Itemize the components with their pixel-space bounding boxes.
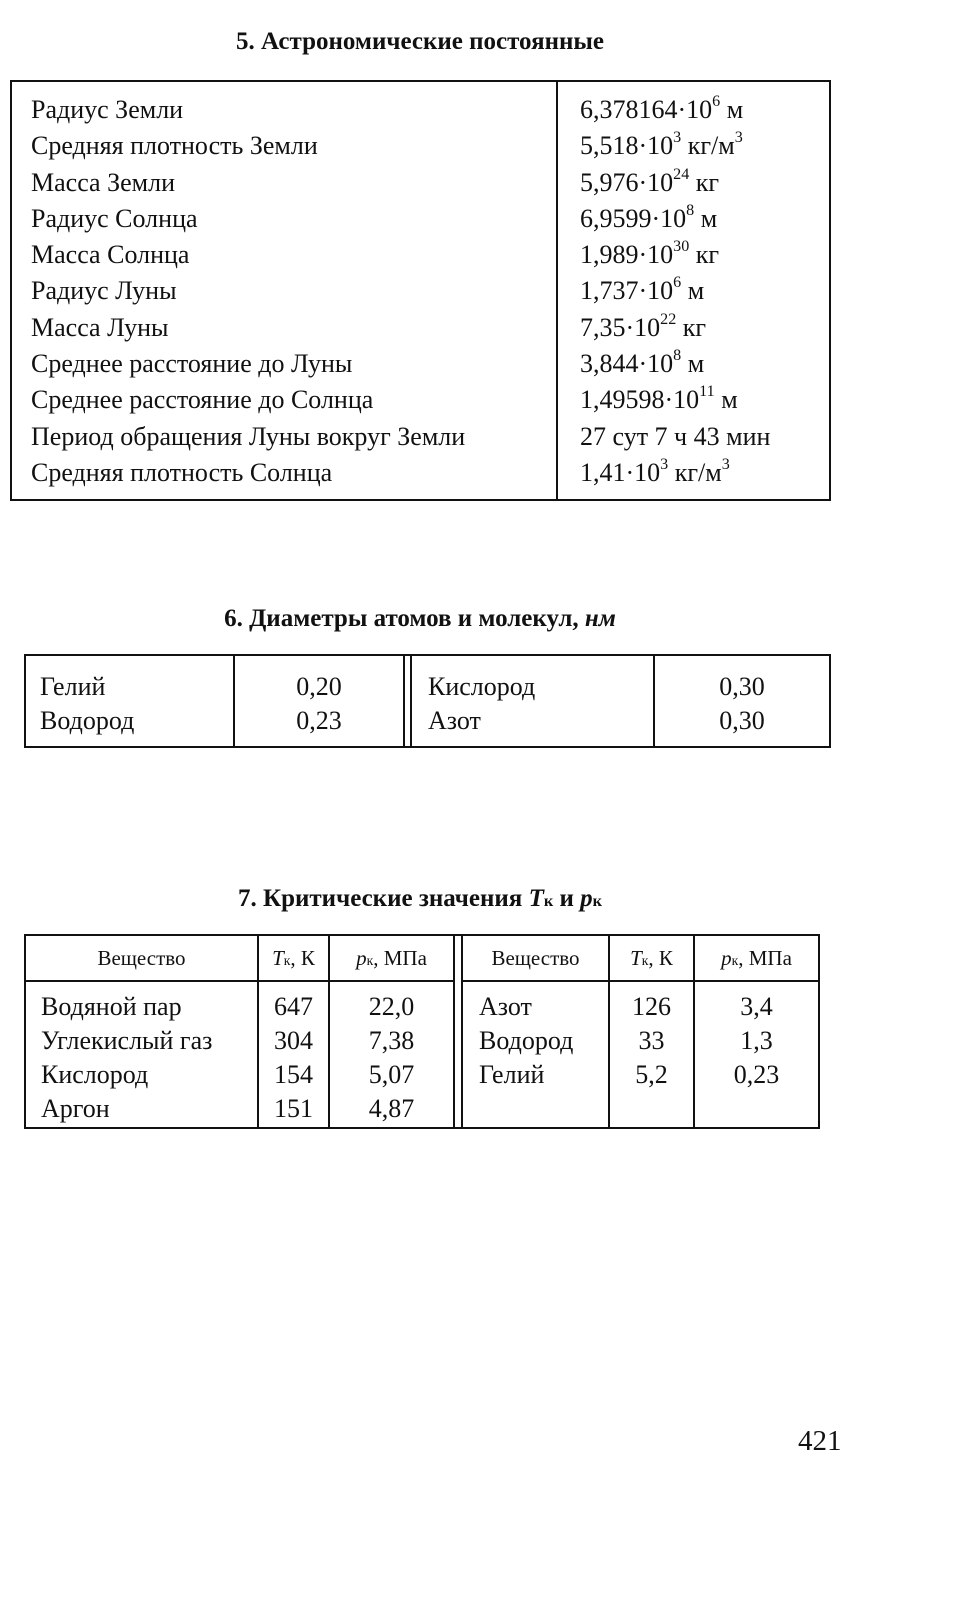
critical-t: 33 xyxy=(638,1026,665,1055)
constant-value xyxy=(580,382,829,418)
section7-title-p-sub: к xyxy=(592,892,603,910)
col-t-right xyxy=(610,936,695,1127)
header-substance xyxy=(463,936,608,982)
header-t-sym: T xyxy=(272,946,284,970)
substance-left-list xyxy=(26,982,257,1126)
critical-name: Гелий xyxy=(479,1060,545,1089)
constant-value xyxy=(580,273,829,309)
diameter-name: Гелий xyxy=(40,672,106,701)
constant-name: Радиус Луны xyxy=(31,276,177,306)
col-t-left xyxy=(259,936,330,1127)
diameters-right-values xyxy=(655,656,829,746)
critical-t: 304 xyxy=(274,1026,313,1055)
constant-value xyxy=(580,165,829,201)
header-p-unit: , МПа xyxy=(373,946,427,970)
constant-value xyxy=(580,455,829,491)
critical-p: 22,0 xyxy=(368,992,415,1021)
critical-t: 126 xyxy=(632,992,671,1021)
value-mantissa: 1,989·10 xyxy=(580,240,674,270)
critical-name: Аргон xyxy=(41,1094,110,1123)
constant-value xyxy=(580,201,829,237)
atom-diameters-table xyxy=(24,654,831,748)
critical-p: 5,07 xyxy=(368,1060,415,1089)
value-exponent: 6 xyxy=(673,274,682,292)
critical-name: Азот xyxy=(479,992,532,1021)
substance-right-list xyxy=(463,982,608,1092)
double-divider xyxy=(453,936,463,1127)
critical-t: 154 xyxy=(274,1060,313,1089)
diameter-value: 0,30 xyxy=(719,706,765,735)
header-t-sub: к xyxy=(641,953,649,968)
constant-name: Масса Солнца xyxy=(31,240,190,270)
value-unit: кг xyxy=(682,312,707,342)
section7-title-t: T xyxy=(528,885,544,912)
constant-name: Радиус Земли xyxy=(31,95,184,124)
constant-name: Период обращения Луны вокруг Земли xyxy=(31,421,466,451)
critical-values-table xyxy=(24,934,820,1129)
value-exponent: 6 xyxy=(712,92,721,110)
critical-p: 3,4 xyxy=(740,992,773,1021)
header-substance-text: Вещество xyxy=(97,946,186,970)
value-unit: кг xyxy=(695,167,720,197)
double-divider xyxy=(403,656,412,746)
header-t-unit: , К xyxy=(648,946,673,970)
header-p xyxy=(330,936,453,982)
constant-name: Масса Земли xyxy=(31,167,176,197)
value-unit: кг xyxy=(695,240,720,270)
value-mantissa: 7,35·10 xyxy=(580,312,661,342)
header-p-sym: p xyxy=(356,946,367,970)
constants-names-column xyxy=(12,82,558,499)
constant-value xyxy=(580,237,829,273)
value-mantissa: 3,844·10 xyxy=(580,349,674,379)
value-mantissa: 1,49598·10 xyxy=(580,385,700,415)
value-exponent: 24 xyxy=(673,165,690,183)
critical-name: Кислород xyxy=(41,1060,149,1089)
constant-name: Масса Луны xyxy=(31,312,169,342)
diameter-name: Кислород xyxy=(428,672,536,701)
constant-value xyxy=(580,419,829,455)
header-p-sub: к xyxy=(731,953,739,968)
constant-value xyxy=(580,92,829,128)
col-p-left xyxy=(330,936,453,1127)
header-substance xyxy=(26,936,257,982)
header-t-sym: T xyxy=(630,946,642,970)
diameter-name: Водород xyxy=(40,706,135,735)
section5-title-text: 5. Астрономические постоянные xyxy=(235,28,605,55)
header-substance-text: Вещество xyxy=(491,946,580,970)
section7-title xyxy=(0,885,840,913)
header-p-sub: к xyxy=(366,953,374,968)
value-unit: м xyxy=(721,385,738,415)
diameter-name: Азот xyxy=(428,706,481,735)
constant-name: Среднее расстояние до Луны xyxy=(31,349,353,379)
diameters-left-values xyxy=(235,656,403,746)
constant-value xyxy=(580,310,829,346)
constant-value xyxy=(580,128,829,164)
astronomical-constants-table xyxy=(10,80,831,501)
critical-p: 1,3 xyxy=(740,1026,773,1055)
critical-t: 151 xyxy=(274,1094,313,1123)
section5-title xyxy=(0,28,840,56)
value-unit: м xyxy=(726,95,744,124)
t-left-list xyxy=(259,982,328,1126)
value-mantissa: 5,976·10 xyxy=(580,167,674,197)
constant-name: Среднее расстояние до Солнца xyxy=(31,385,374,415)
value-exponent: 8 xyxy=(673,347,682,365)
page-number: 421 xyxy=(798,1425,842,1457)
critical-name: Водяной пар xyxy=(41,992,182,1021)
value-exponent: 30 xyxy=(673,238,690,256)
section6-title-unit: нм xyxy=(584,605,616,632)
value-mantissa: 1,737·10 xyxy=(580,276,674,306)
diameters-right-names xyxy=(412,656,655,746)
diameters-left-names xyxy=(26,656,235,746)
diameter-value: 0,23 xyxy=(296,706,342,735)
header-t xyxy=(259,936,328,982)
value-exponent: 11 xyxy=(699,383,715,401)
value-exponent: 3 xyxy=(660,455,669,473)
value-mantissa: 27 сут 7 ч 43 мин xyxy=(580,421,771,451)
value-mantissa: 6,378164·10 xyxy=(580,95,713,124)
header-t-unit: , К xyxy=(290,946,315,970)
value-exponent: 22 xyxy=(660,310,677,328)
section7-title-p: p xyxy=(580,885,593,912)
header-p-unit: , МПа xyxy=(738,946,792,970)
header-p-sym: p xyxy=(721,946,732,970)
value-mantissa: 5,518·10 xyxy=(580,131,674,161)
header-t-sub: к xyxy=(283,953,291,968)
value-mantissa: 1,41·10 xyxy=(580,457,661,487)
value-unit: м xyxy=(687,276,705,306)
p-right-list xyxy=(695,982,818,1092)
diameter-value: 0,30 xyxy=(719,672,765,701)
value-unit: кг/м xyxy=(687,131,735,161)
constant-name: Средняя плотность Земли xyxy=(31,131,318,161)
unit-exponent: 3 xyxy=(721,455,730,473)
header-t xyxy=(610,936,693,982)
section7-title-text: 7. Критические значения xyxy=(237,885,523,912)
col-substance-left xyxy=(26,936,259,1127)
diameter-value: 0,20 xyxy=(296,672,342,701)
critical-p: 4,87 xyxy=(368,1094,415,1123)
critical-p: 0,23 xyxy=(733,1060,780,1089)
value-unit: м xyxy=(700,203,718,233)
p-left-list xyxy=(330,982,453,1126)
constant-name: Радиус Солнца xyxy=(31,203,198,233)
unit-exponent: 3 xyxy=(734,129,743,147)
section7-title-and: и xyxy=(559,885,574,912)
value-exponent: 3 xyxy=(673,129,682,147)
header-p xyxy=(695,936,818,982)
value-exponent: 8 xyxy=(686,201,695,219)
critical-p: 7,38 xyxy=(368,1026,415,1055)
constant-name: Средняя плотность Солнца xyxy=(31,457,333,487)
critical-name: Углекислый газ xyxy=(41,1026,213,1055)
value-mantissa: 6,9599·10 xyxy=(580,203,687,233)
section7-title-t-sub: к xyxy=(543,892,554,910)
col-substance-right xyxy=(463,936,610,1127)
constants-values-column xyxy=(558,82,829,499)
t-right-list xyxy=(610,982,693,1092)
critical-name: Водород xyxy=(479,1026,574,1055)
critical-t: 5,2 xyxy=(635,1060,668,1089)
section6-title-text: 6. Диаметры атомов и молекул, xyxy=(224,605,579,632)
section6-title xyxy=(0,605,840,633)
constant-value xyxy=(580,346,829,382)
value-unit: м xyxy=(687,349,705,379)
critical-t: 647 xyxy=(274,992,313,1021)
value-unit: кг/м xyxy=(674,457,722,487)
col-p-right xyxy=(695,936,818,1127)
